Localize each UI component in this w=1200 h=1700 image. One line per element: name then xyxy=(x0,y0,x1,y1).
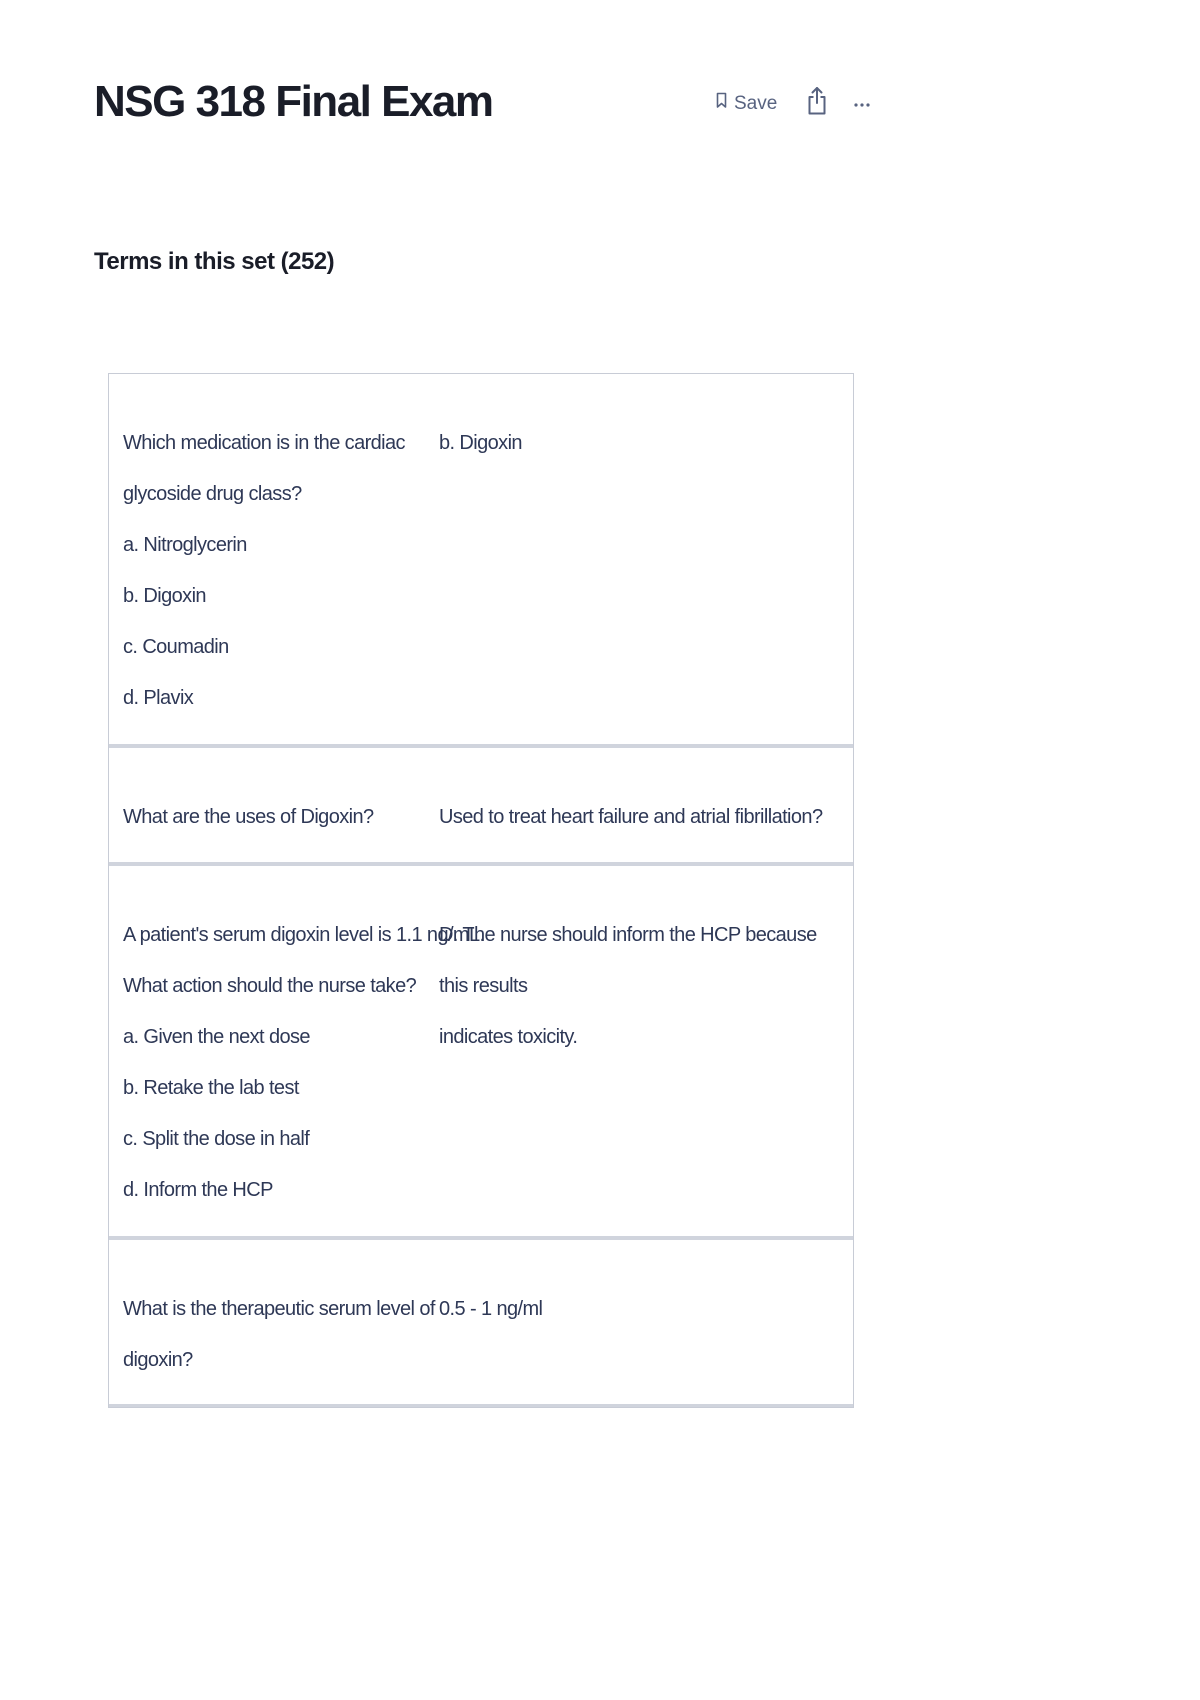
term-card[interactable] xyxy=(109,374,853,748)
definition-text xyxy=(439,418,839,706)
term-text xyxy=(123,1284,439,1371)
term-line: c. Split the dose in half xyxy=(123,1128,310,1150)
term-card[interactable] xyxy=(109,866,853,1240)
term-line: A patient's serum digoxin level is 1.1 ng/mL. xyxy=(123,924,485,946)
term-line: What is the therapeutic serum level of xyxy=(123,1298,435,1320)
definition-line: indicates toxicity. xyxy=(439,1026,578,1048)
definition-text xyxy=(439,792,839,828)
definition-line: b. Digoxin xyxy=(439,432,522,454)
term-card[interactable] xyxy=(109,748,853,866)
page-title: NSG 318 Final Exam xyxy=(94,77,493,126)
term-line: b. Digoxin xyxy=(123,585,206,607)
term-line: Which medication is in the cardiac xyxy=(123,432,405,454)
term-line: c. Coumadin xyxy=(123,636,229,658)
definition-line: Used to treat heart failure and atrial fibrillation? xyxy=(439,806,823,828)
term-line: glycoside drug class? xyxy=(123,483,302,505)
bookmark-icon xyxy=(716,92,727,115)
toolbar xyxy=(716,86,871,121)
term-line: d. Plavix xyxy=(123,687,194,709)
more-options-icon xyxy=(853,95,871,113)
definition-text xyxy=(439,1284,839,1366)
definition-line: 0.5 - 1 ng/ml xyxy=(439,1298,543,1320)
share-button[interactable] xyxy=(807,86,827,121)
save-label: Save xyxy=(734,92,778,114)
definition-text xyxy=(439,910,839,1198)
term-line: a. Given the next dose xyxy=(123,1026,310,1048)
term-line: a. Nitroglycerin xyxy=(123,534,247,556)
term-line: What action should the nurse take? xyxy=(123,975,417,997)
term-line: d. Inform the HCP xyxy=(123,1179,273,1201)
definition-line: D. The nurse should inform the HCP because this results xyxy=(439,924,817,997)
term-text xyxy=(123,910,485,1201)
more-options-button[interactable] xyxy=(853,95,871,113)
term-card[interactable] xyxy=(109,1240,853,1407)
term-line: b. Retake the lab test xyxy=(123,1077,299,1099)
terms-heading: Terms in this set (252) xyxy=(94,248,335,275)
save-button[interactable] xyxy=(716,92,777,115)
share-icon xyxy=(807,86,827,121)
term-text xyxy=(123,418,439,709)
term-text xyxy=(123,792,439,828)
terms-list xyxy=(108,373,854,1408)
term-line: digoxin? xyxy=(123,1349,193,1371)
term-line: What are the uses of Digoxin? xyxy=(123,806,374,828)
